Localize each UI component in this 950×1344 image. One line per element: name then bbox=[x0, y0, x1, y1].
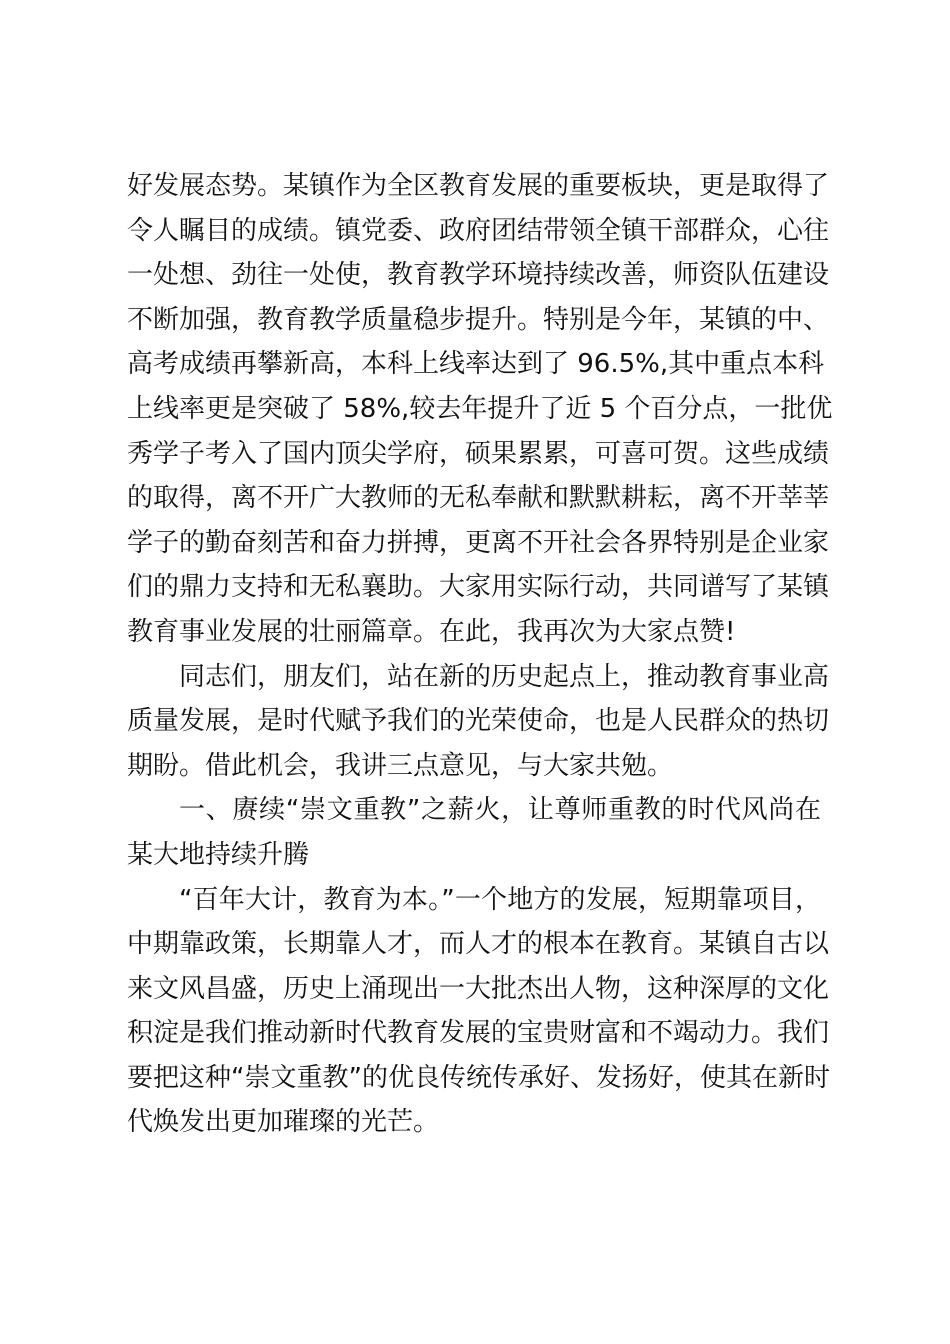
document-body bbox=[127, 164, 833, 1145]
text-line: 不断加强，教育教学质量稳步提升。特别是今年，某镇的中、 bbox=[127, 304, 830, 335]
text-line: 质量发展，是时代赋予我们的光荣使命，也是人民群众的热切 bbox=[127, 706, 830, 737]
text-line: 同志们，朋友们，站在新的历史起点上，推动教育事业高 bbox=[179, 661, 830, 692]
text-line: 一处想、劲往一处使，教育教学环境持续改善，师资队伍建设 bbox=[127, 260, 830, 291]
text-line: 高考成绩再攀新高，本科上线率达到了 96.5%,其中重点本科 bbox=[127, 349, 825, 380]
text-line: 令人瞩目的成绩。镇党委、政府团结带领全镇干部群众，心往 bbox=[127, 215, 830, 246]
text-line: 的取得，离不开广大教师的无私奉献和默默耕耘，离不开莘莘 bbox=[127, 483, 830, 514]
heading-line: 一、赓续“崇文重教”之薪火，让尊师重教的时代风尚在 bbox=[179, 795, 821, 826]
paragraph-3 bbox=[127, 878, 830, 1146]
text-line: 积淀是我们推动新时代教育发展的宝贵财富和不竭动力。我们 bbox=[127, 1018, 830, 1049]
text-line: 代焕发出更加璀璨的光芒。 bbox=[127, 1107, 440, 1138]
text-line: 要把这种“崇文重教”的优良传统传承好、发扬好，使其在新时 bbox=[127, 1062, 830, 1093]
text-line: 教育事业发展的壮丽篇章。在此，我再次为大家点赞! bbox=[127, 616, 736, 647]
heading-line: 某大地持续升腾 bbox=[127, 839, 310, 870]
paragraph-2 bbox=[127, 655, 830, 789]
text-line: 学子的勤奋刻苦和奋力拼搏，更离不开社会各界特别是企业家 bbox=[127, 527, 830, 558]
text-line: 期盼。借此机会，我讲三点意见，与大家共勉。 bbox=[127, 750, 674, 781]
text-line: 上线率更是突破了 58%,较去年提升了近 5 个百分点，一批优 bbox=[127, 393, 833, 424]
text-line: 来文风昌盛，历史上涌现出一大批杰出人物，这种深厚的文化 bbox=[127, 973, 830, 1004]
text-line: “百年大计，教育为本。”一个地方的发展，短期靠项目， bbox=[179, 884, 821, 915]
text-line: 们的鼎力支持和无私襄助。大家用实际行动，共同谱写了某镇 bbox=[127, 572, 830, 603]
section-heading-1 bbox=[127, 788, 821, 877]
text-line: 中期靠政策，长期靠人才，而人才的根本在教育。某镇自古以 bbox=[127, 929, 830, 960]
text-line: 好发展态势。某镇作为全区教育发展的重要板块，更是取得了 bbox=[127, 171, 830, 201]
text-line: 秀学子考入了国内顶尖学府，硕果累累，可喜可贺。这些成绩 bbox=[127, 438, 830, 469]
paragraph-1 bbox=[127, 164, 833, 655]
